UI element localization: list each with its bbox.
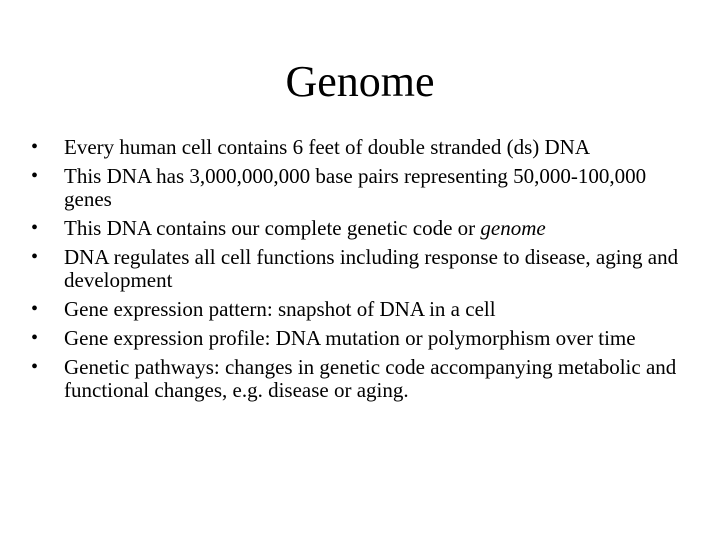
bullet-text: DNA regulates all cell functions including response to disease, aging and development [64, 245, 679, 292]
bullet-text: Genetic pathways: changes in genetic code accompanying metabolic and functional changes, e.g. disease or aging. [64, 355, 677, 402]
bullet-icon: • [31, 246, 39, 268]
bullet-list [28, 136, 688, 408]
bullet-text: Every human cell contains 6 feet of double stranded (ds) DNA [64, 135, 591, 159]
bullet-icon: • [31, 298, 39, 320]
bullet-text: Gene expression pattern: snapshot of DNA in a cell [64, 297, 496, 321]
bullet-icon: • [31, 356, 39, 378]
bullet-text: This DNA has 3,000,000,000 base pairs representing 50,000-100,000 genes [64, 164, 647, 211]
bullet-icon: • [31, 217, 39, 239]
bullet-item-6 [28, 327, 688, 350]
bullet-icon: • [31, 165, 39, 187]
slide-title: Genome [285, 57, 435, 106]
bullet-icon: • [31, 136, 39, 158]
bullet-item-1 [28, 136, 688, 159]
bullet-item-2 [28, 165, 688, 211]
bullet-text: Gene expression profile: DNA mutation or polymorphism over time [64, 326, 636, 350]
bullet-emphasis-text: genome [480, 216, 546, 240]
bullet-item-5 [28, 298, 688, 321]
bullet-item-4 [28, 246, 688, 292]
bullet-icon: • [31, 327, 39, 349]
bullet-item-3 [28, 217, 688, 240]
bullet-item-7 [28, 356, 688, 402]
bullet-text: This DNA contains our complete genetic code or [64, 216, 481, 240]
